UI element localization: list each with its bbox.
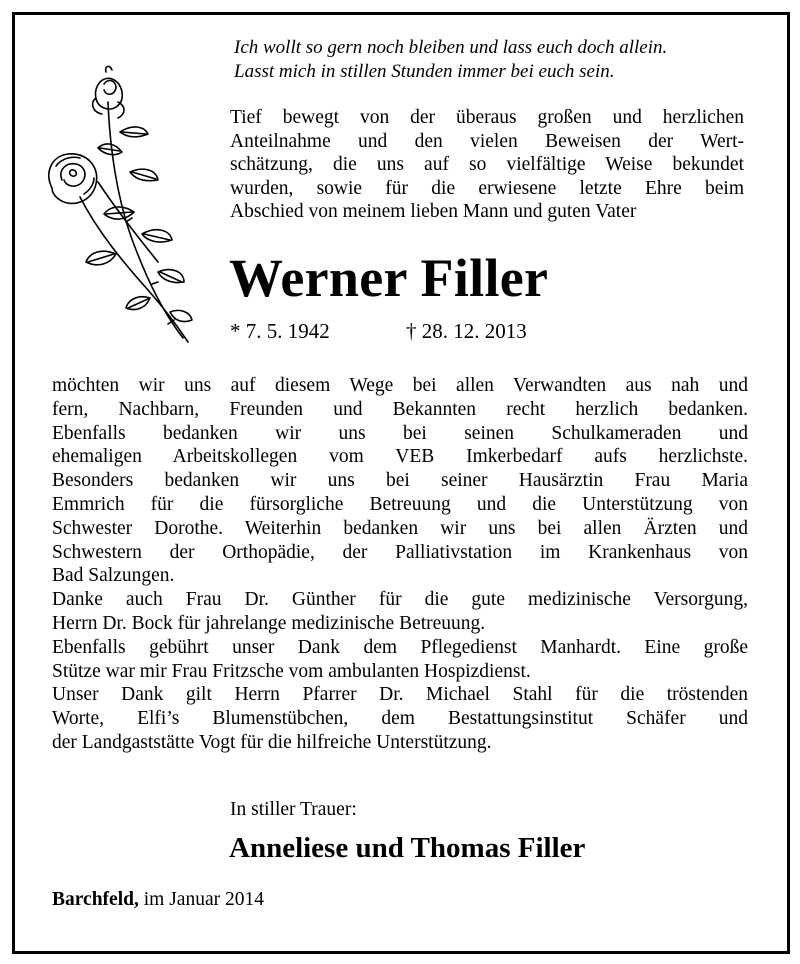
- poem-line: Lasst mich in stillen Stunden immer bei euch sein.: [234, 61, 615, 82]
- body-line: Emmrich für die fürsorgliche Betreuung und die Unterstützung von: [52, 493, 748, 515]
- death-date: † 28. 12. 2013: [406, 319, 527, 343]
- birth-date: * 7. 5. 1942: [230, 319, 330, 343]
- body-line: möchten wir uns auf diesem Wege bei allen Verwandten aus nah und: [52, 375, 748, 396]
- body-line: Bad Salzungen.: [52, 565, 175, 587]
- body-line: Schwestern der Orthopädie, der Palliativstation im Krankenhaus von: [52, 541, 748, 563]
- poem-line: Ich wollt so gern noch bleiben und lass euch doch allein.: [234, 37, 668, 58]
- body-line: Stütze war mir Frau Fritzsche vom ambulanten Hospizdienst.: [52, 660, 531, 682]
- intro-text: [230, 106, 744, 224]
- deceased-name: Werner Filler: [229, 248, 549, 308]
- body-line: der Landgaststätte Vogt für die hilfreiche Unterstützung.: [52, 731, 492, 753]
- body-line: Herrn Dr. Bock für jahrelange medizinische Betreuung.: [52, 612, 486, 634]
- body-line: Ebenfalls gebührt unser Dank dem Pflegedienst Manhardt. Eine große: [52, 636, 748, 658]
- body-line: fern, Nachbarn, Freunden und Bekannten recht herzlich bedanken.: [52, 398, 748, 420]
- body-line: Besonders bedanken wir uns bei seiner Hausärztin Frau Maria: [52, 470, 748, 492]
- life-dates: [230, 318, 527, 344]
- thanks-text: [52, 374, 748, 755]
- date: im Januar 2014: [143, 889, 264, 910]
- body-line: Unser Dank gilt Herrn Pfarrer Dr. Michael Stahl für die tröstenden: [52, 684, 748, 706]
- body-line: Danke auch Frau Dr. Günther für die gute medizinische Versorgung,: [52, 589, 748, 611]
- family-names: Anneliese und Thomas Filler: [229, 832, 586, 864]
- intro-line: schätzung, die uns auf so vielfältige Weise bekundet: [230, 154, 744, 175]
- intro-line: wurden, sowie für die erwiesene letzte Ehre beim: [230, 177, 744, 199]
- mourning-label: In stiller Trauer:: [230, 799, 357, 820]
- intro-line: Anteilnahme und den vielen Beweisen der Wert-: [230, 130, 744, 152]
- body-line: Worte, Elfi’s Blumenstübchen, dem Bestattungsinstitut Schäfer und: [52, 708, 748, 730]
- place: Barchfeld,: [52, 889, 139, 910]
- body-line: Schwester Dorothe. Weiterhin bedanken wir uns bei allen Ärzten und: [52, 517, 748, 539]
- rose-icon: [38, 62, 208, 346]
- poem: [234, 36, 774, 84]
- intro-line: Abschied von meinem lieben Mann und guten Vater: [230, 201, 637, 222]
- body-line: Ebenfalls bedanken wir uns bei seinen Schulkameraden und: [52, 422, 748, 444]
- place-date: [52, 888, 264, 912]
- body-line: ehemaligen Arbeitskollegen vom VEB Imkerbedarf aufs herzlichste.: [52, 446, 748, 468]
- intro-line: Tief bewegt von der überaus großen und herzlichen: [230, 107, 744, 128]
